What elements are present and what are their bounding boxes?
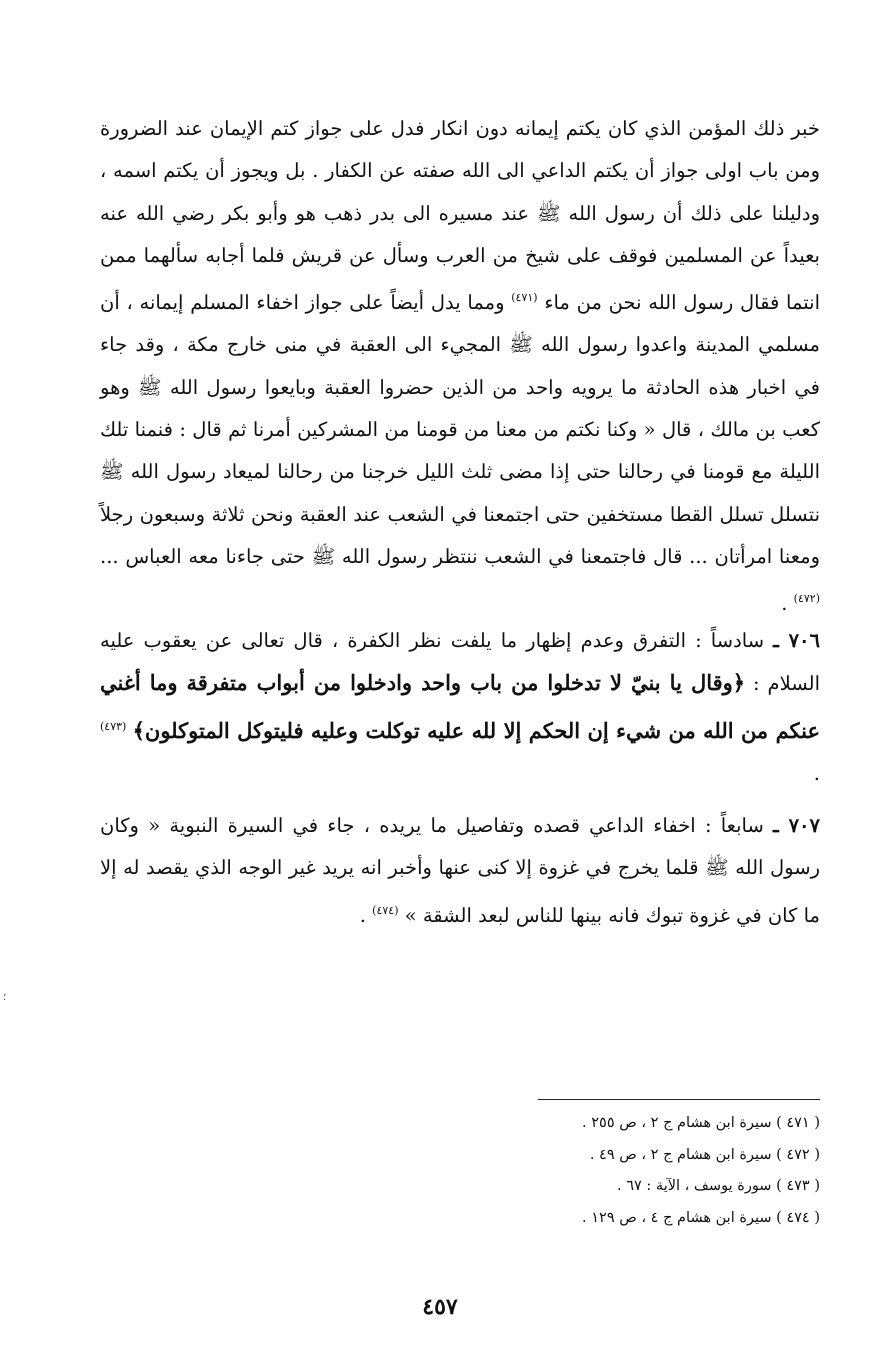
- body-paragraph-1: [100, 108, 820, 626]
- body-paragraph-706: [100, 620, 820, 795]
- margin-mark: ؛: [3, 992, 7, 1003]
- quran-verse: ﴿وقال يا بنيّ لا تدخلوا من باب واحد وادخلوا من أبواب متفرقة وما أغني عنكم من الله من شيء إن الحكم إلا لله عليه توكلت وعليه فليتوكل المتوكلون﴾: [100, 670, 821, 743]
- body-paragraph-707: [100, 805, 820, 937]
- footnote-ref-474: (٤٧٤): [372, 903, 399, 917]
- paragraph-text: سابعاً : اخفاء الداعي قصده وتفاصيل ما يريده ، جاء في السيرة النبوية « وكان رسول الله ﷺ قلما يخرج في غزوة إلا كنى عنها وأخبر انه يريد غير الوجه الذي يقصد له إلا ما كان في غزوة تبوك فانه بينها للناس لبعد الشقة »: [100, 814, 820, 927]
- footnote-ref-471: (٤٧١): [511, 291, 538, 305]
- paragraph-text-continued: ومما يدل أيضاً على جواز اخفاء المسلم إيمانه ، أن مسلمي المدينة واعدوا رسول الله ﷺ المجيء الى العقبة في منى خارج مكة ، وقد جاء في اخبار هذه الحادثة ما يرويه واحد من الذين حضروا العقبة وبايعوا رسول الله ﷺ وهو كعب بن مالك ، قال « وكنا نكتم من معنا من قومنا من المشركين أمرنا ثم قال : فنمنا تلك الليلة مع قومنا في رحالنا حتى إذا مضى ثلث الليل خرجنا من رحالنا لميعاد رسول الله ﷺ نتسلل تسلل القطا مستخفين حتى اجتمعنا في الشعب عند العقبة ونحن ثلاثة وسبعون رجلاً ومعنا امرأتان ... قال فاجتمعنا في الشعب ننتظر رسول الله ﷺ حتى جاءنا معه العباس ...: [100, 291, 820, 568]
- footnote-ref-472: (٤٧٢): [793, 592, 820, 606]
- footnote-ref-473: (٤٧٣): [100, 719, 127, 733]
- footnotes: [480, 1108, 820, 1234]
- footnote-474: ( ٤٧٤ ) سيرة ابن هشام ج ٤ ، ص ١٢٩ .: [582, 1209, 820, 1226]
- paragraph-text: سادساً : التفرق وعدم إظهار ما يلفت نظر الكفرة ، قال تعالى عن يعقوب عليه السلام :: [100, 629, 821, 696]
- footnote-472: ( ٤٧٢ ) سيرة ابن هشام ج ٢ ، ص ٤٩ .: [589, 1146, 820, 1163]
- footnote-divider: [538, 1099, 820, 1100]
- paragraph-end-mark: .: [781, 592, 788, 616]
- paragraph-end-mark: .: [813, 761, 820, 785]
- page-number: ٤٥٧: [422, 1294, 458, 1320]
- footnote-473: ( ٤٧٣ ) سورة يوسف ، الآية : ٦٧ .: [617, 1178, 820, 1194]
- footnote-471: ( ٤٧١ ) سيرة ابن هشام ج ٢ ، ص ٢٥٥ .: [582, 1115, 820, 1131]
- paragraph-number: ٧٠٦ ـ: [773, 629, 820, 652]
- paragraph-text: خبر ذلك المؤمن الذي كان يكتم إيمانه دون انكار فدل على جواز كتم الإيمان عند الضرورة ومن باب اولى جواز أن يكتم الداعي الى الله صفته عن الكفار . بل ويجوز أن يكتم اسمه ، ودليلنا على ذلك أن رسول الله ﷺ عند مسيره الى بدر ذهب هو وأبو بكر رضي الله عنه بعيداً عن المسلمين فوقف على شيخ من العرب وسأل عن قريش فلما أجابه سألهما ممن انتما فقال رسول الله نحن من ماء: [100, 117, 820, 315]
- paragraph-end-mark: .: [359, 903, 366, 927]
- paragraph-number: ٧٠٧ ـ: [773, 814, 820, 837]
